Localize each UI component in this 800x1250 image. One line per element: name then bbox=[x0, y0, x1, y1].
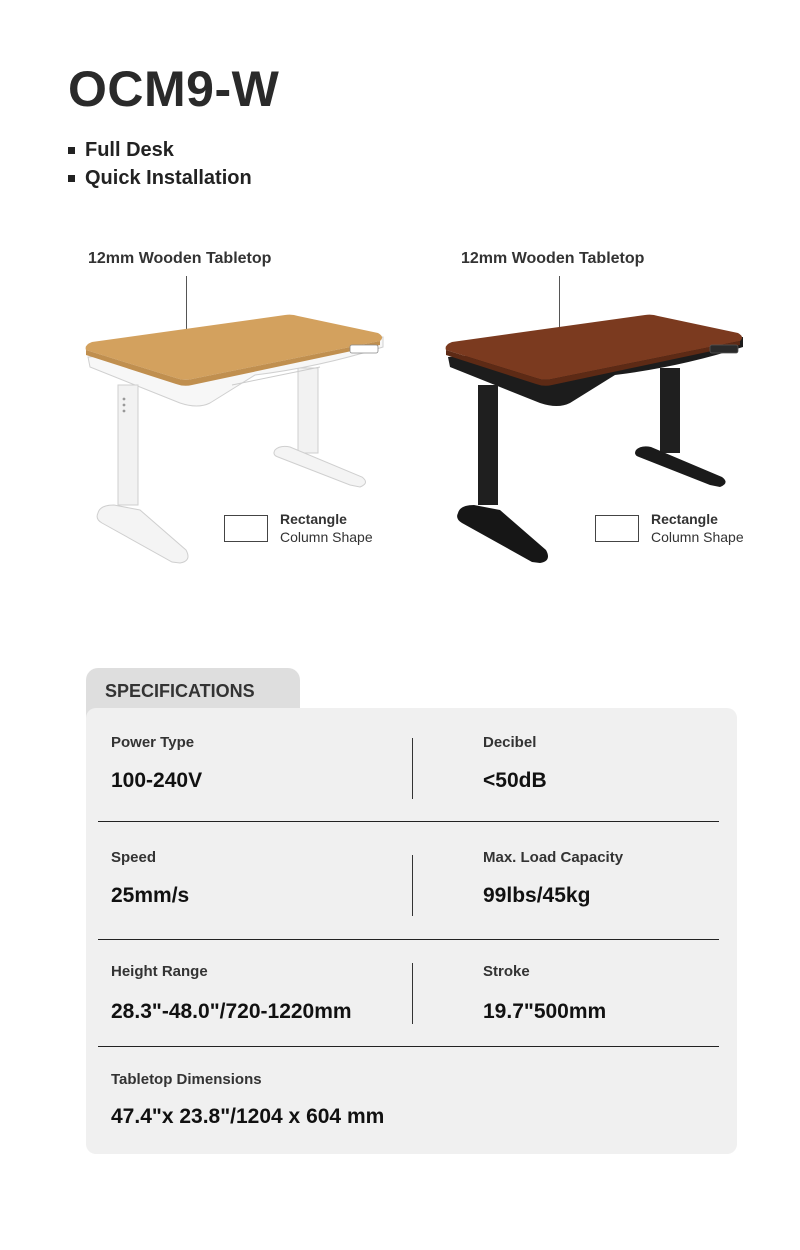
spec-row-divider bbox=[98, 939, 719, 940]
product-title: OCM9-W bbox=[68, 61, 280, 117]
rectangle-shape-icon bbox=[595, 515, 639, 542]
spec-column-divider bbox=[412, 738, 413, 799]
spec-label-tabletop-dimensions: Tabletop Dimensions bbox=[111, 1071, 262, 1088]
shape-subtitle: Column Shape bbox=[280, 529, 373, 545]
bullet-square-icon bbox=[68, 147, 75, 154]
feature-list bbox=[68, 136, 252, 192]
spec-label-stroke: Stroke bbox=[483, 963, 530, 980]
spec-label-decibel: Decibel bbox=[483, 734, 537, 751]
spec-label-speed: Speed bbox=[111, 849, 157, 866]
spec-column-divider bbox=[412, 963, 413, 1024]
spec-value-height-range: 28.3"-48.0"/720-1220mm bbox=[111, 1000, 352, 1023]
rectangle-shape-icon bbox=[224, 515, 268, 542]
spec-label-power-type: Power Type bbox=[111, 734, 195, 751]
shape-title: Rectangle bbox=[651, 511, 718, 527]
spec-value-power-type: 100-240V bbox=[111, 769, 203, 792]
spec-label-max-load: Max. Load Capacity bbox=[483, 849, 624, 866]
black-desk-tabletop-label: 12mm Wooden Tabletop bbox=[461, 250, 645, 267]
white-desk-shape-key bbox=[224, 510, 373, 546]
black-desk-shape-key bbox=[595, 510, 744, 546]
shape-title: Rectangle bbox=[280, 511, 347, 527]
bullet-square-icon bbox=[68, 175, 75, 182]
spec-value-tabletop-dimensions: 47.4"x 23.8"/1204 x 604 mm bbox=[111, 1105, 385, 1128]
spec-value-decibel: <50dB bbox=[483, 769, 547, 792]
spec-value-speed: 25mm/s bbox=[111, 884, 190, 907]
specifications-heading: SPECIFICATIONS bbox=[105, 681, 255, 701]
white-desk-tabletop-label: 12mm Wooden Tabletop bbox=[88, 250, 272, 267]
spec-row-divider bbox=[98, 821, 719, 822]
feature-item bbox=[68, 136, 252, 164]
feature-item bbox=[68, 164, 252, 192]
feature-text: Full Desk bbox=[85, 138, 174, 161]
feature-text: Quick Installation bbox=[85, 166, 252, 189]
spec-value-max-load: 99lbs/45kg bbox=[483, 884, 591, 907]
spec-row-divider bbox=[98, 1046, 719, 1047]
spec-value-stroke: 19.7"500mm bbox=[483, 1000, 607, 1023]
spec-label-height-range: Height Range bbox=[111, 963, 208, 980]
shape-subtitle: Column Shape bbox=[651, 529, 744, 545]
spec-column-divider bbox=[412, 855, 413, 916]
